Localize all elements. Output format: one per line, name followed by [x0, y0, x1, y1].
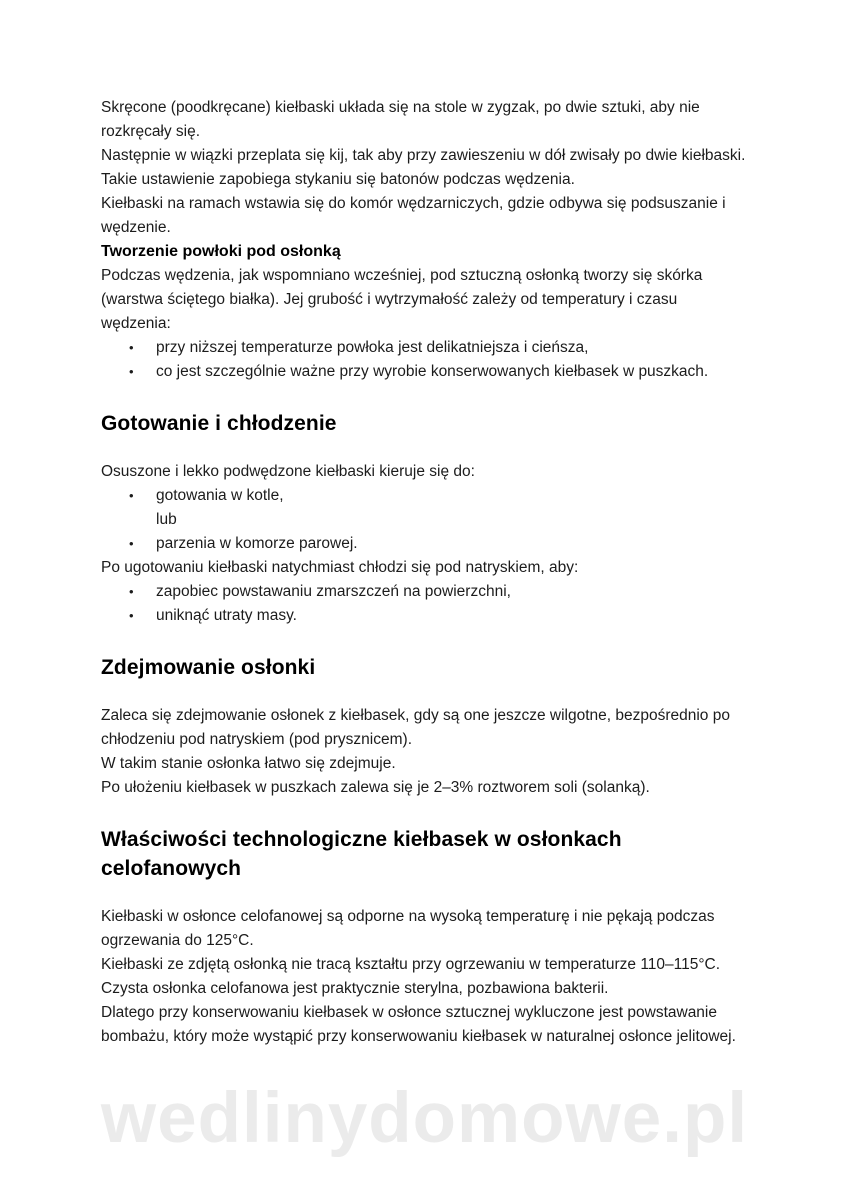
- list-item-continuation: lub: [156, 511, 177, 528]
- list-item: [101, 604, 751, 628]
- heading-properties: Właściwości technologiczne kiełbasek w osłonkach celofanowych: [101, 828, 622, 880]
- subheading-coating: Tworzenie powłoki pod osłonką: [101, 243, 341, 260]
- list-item-text: [156, 484, 751, 532]
- list-item-text: parzenia w komorze parowej.: [156, 535, 358, 552]
- bullet-list: [101, 336, 751, 384]
- paragraph: Dlatego przy konserwowaniu kiełbasek w osłonce sztucznej wykluczone jest powstawanie bombażu, który może wystąpić przy konserwowaniu kiełbasek w naturalnej osłonce jelitowej.: [101, 1004, 736, 1045]
- heading-casing-removal: Zdejmowanie osłonki: [101, 656, 316, 679]
- list-item-text: co jest szczególnie ważne przy wyrobie konserwowanych kiełbasek w puszkach.: [156, 363, 709, 380]
- bullet-icon: •: [129, 536, 134, 551]
- list-item: [101, 580, 751, 604]
- paragraph: Po ułożeniu kiełbasek w puszkach zalewa się je 2–3% roztworem soli (solanką).: [101, 779, 650, 796]
- paragraph: Zaleca się zdejmowanie osłonek z kiełbasek, gdy są one jeszcze wilgotne, bezpośrednio po chłodzeniu pod natryskiem (pod prysznicem).: [101, 707, 730, 748]
- paragraph: Osuszone i lekko podwędzone kiełbaski kieruje się do:: [101, 463, 475, 480]
- paragraph: Po ugotowaniu kiełbaski natychmiast chłodzi się pod natryskiem, aby:: [101, 559, 579, 576]
- bullet-list: [101, 580, 751, 628]
- heading-cooking: Gotowanie i chłodzenie: [101, 412, 337, 435]
- list-item: [101, 336, 751, 360]
- paragraph: Kiełbaski w osłonce celofanowej są odporne na wysoką temperaturę i nie pękają podczas ogrzewania do 125°C.: [101, 908, 715, 949]
- document-content: [101, 96, 751, 1049]
- bullet-icon: •: [129, 340, 134, 355]
- paragraph: Czysta osłonka celofanowa jest praktycznie sterylna, pozbawiona bakterii.: [101, 980, 609, 997]
- bullet-icon: •: [129, 584, 134, 599]
- watermark: wedlinydomowe.pl: [100, 1079, 749, 1158]
- bullet-icon: •: [129, 364, 134, 379]
- paragraph: Podczas wędzenia, jak wspomniano wcześniej, pod sztuczną osłonką tworzy się skórka (warstwa ściętego białka). Jej grubość i wytrzymałość zależy od temperatury i czasu wędzenia:: [101, 267, 703, 332]
- list-item-text: uniknąć utraty masy.: [156, 607, 297, 624]
- paragraph: Skręcone (poodkręcane) kiełbaski układa się na stole w zygzak, po dwie sztuki, aby nie rozkręcały się.: [101, 99, 700, 140]
- paragraph: Kiełbaski na ramach wstawia się do komór wędzarniczych, gdzie odbywa się podsuszanie i wędzenie.: [101, 195, 726, 236]
- list-item: [101, 532, 751, 556]
- paragraph: Takie ustawienie zapobiega stykaniu się batonów podczas wędzenia.: [101, 171, 575, 188]
- paragraph: W takim stanie osłonka łatwo się zdejmuje.: [101, 755, 396, 772]
- list-item: [101, 484, 751, 532]
- paragraph: Następnie w wiązki przeplata się kij, tak aby przy zawieszeniu w dół zwisały po dwie kiełbaski.: [101, 147, 746, 164]
- bullet-icon: •: [129, 488, 134, 503]
- list-item-text: zapobiec powstawaniu zmarszczeń na powierzchni,: [156, 583, 511, 600]
- list-item-line: gotowania w kotle,: [156, 487, 284, 504]
- list-item: [101, 360, 751, 384]
- list-item-text: przy niższej temperaturze powłoka jest delikatniejsza i cieńsza,: [156, 339, 589, 356]
- bullet-list: [101, 484, 751, 556]
- paragraph: Kiełbaski ze zdjętą osłonką nie tracą kształtu przy ogrzewaniu w temperaturze 110–115°C.: [101, 956, 721, 973]
- bullet-icon: •: [129, 608, 134, 623]
